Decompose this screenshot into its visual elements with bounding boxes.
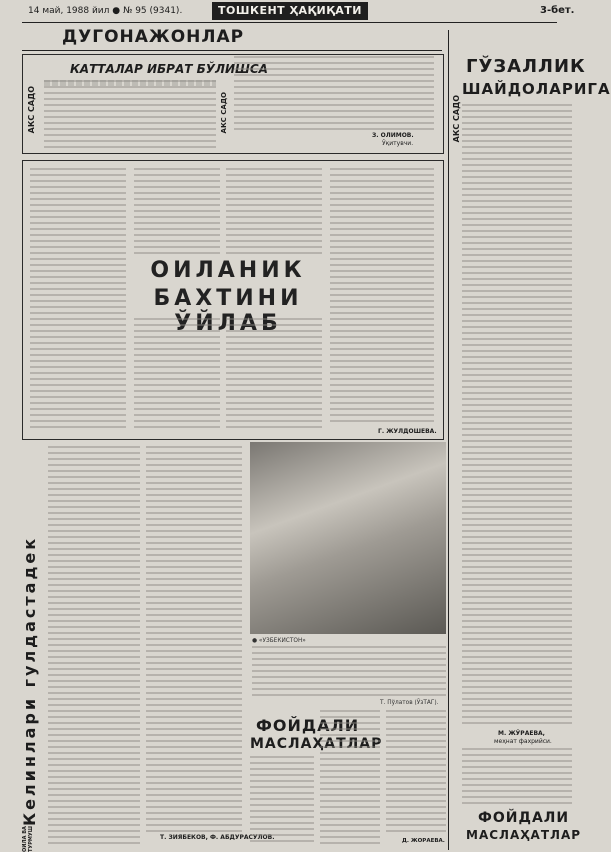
right-column-divider bbox=[448, 30, 449, 850]
right-side-label: АКС САДО bbox=[452, 95, 461, 143]
main-article-author: Г. ЖУЛДОШЕВА. bbox=[378, 428, 437, 435]
text-column-texture bbox=[226, 318, 322, 430]
footer-tips-title-line1: ФОЙДАЛИ bbox=[256, 716, 360, 735]
text-column-texture bbox=[386, 710, 446, 836]
right-footer-title-line1: ФОЙДАЛИ bbox=[478, 810, 570, 826]
text-column-texture bbox=[462, 104, 572, 724]
right-signature-role: меҳнат фахрийси. bbox=[494, 738, 552, 745]
top-article-signature-role: Ўқитувчи. bbox=[382, 140, 414, 147]
text-column-texture bbox=[134, 168, 220, 256]
bottom-left-signature: Т. ЗИЯБЕКОВ, Ф. АБДУРАСУЛОВ. bbox=[160, 834, 275, 841]
text-column-texture bbox=[44, 80, 216, 148]
right-title-line1: ГЎЗАЛЛИК bbox=[466, 56, 586, 77]
section-heading: ДУГОНАЖОНЛАР bbox=[62, 27, 245, 47]
main-article-title-line1: ОИЛАНИК bbox=[150, 258, 306, 283]
text-column-texture bbox=[252, 646, 446, 700]
top-article-title: КАТТАЛАР ИБРАТ БЎЛИШСА bbox=[70, 62, 268, 76]
issue-date: 14 май, 1988 йил ● № 95 (9341). bbox=[28, 6, 183, 16]
right-signature-name: М. ЖЎРАЕВА, bbox=[498, 730, 545, 737]
text-column-texture bbox=[226, 168, 322, 256]
section-rule bbox=[22, 50, 442, 51]
text-column-texture bbox=[48, 446, 140, 846]
text-column-texture bbox=[330, 168, 434, 426]
side-label-mid: АКС САДО bbox=[220, 92, 228, 134]
footer-tips-signature: Д. ЖОРАЕВА. bbox=[402, 838, 445, 844]
text-column-texture bbox=[146, 446, 242, 834]
page-number: 3-бет. bbox=[540, 5, 575, 16]
text-column-texture bbox=[234, 56, 434, 130]
text-column-texture bbox=[320, 710, 380, 846]
bottom-vertical-heading: Келинлари гулдастадек bbox=[20, 535, 39, 826]
text-column-texture bbox=[134, 318, 220, 430]
right-title-line2: ШАЙДОЛАРИГА bbox=[462, 80, 611, 98]
masthead: ТОШКЕНТ ҲАҚИҚАТИ bbox=[212, 2, 368, 20]
bottom-small-side-label: ОИЛА ВА ТУРМУШ bbox=[22, 826, 34, 852]
right-footer-title-line2: МАСЛАҲАТЛАР bbox=[466, 828, 582, 842]
top-article-signature-name: З. ОЛИМОВ. bbox=[372, 132, 414, 139]
photo-credit: Т. Пўлатов (ЎзТАГ). bbox=[380, 700, 439, 706]
main-article-title-line2: БАХТИНИ ЎЙЛАБ bbox=[153, 286, 303, 336]
side-label-left: АКС САДО bbox=[27, 86, 36, 134]
text-column-texture bbox=[30, 168, 126, 432]
footer-tips-title-line2: МАСЛАҲАТЛАР bbox=[250, 736, 383, 752]
header-rule bbox=[22, 22, 557, 23]
article-photo bbox=[250, 442, 446, 634]
text-column-texture bbox=[250, 756, 314, 846]
text-column-texture bbox=[462, 748, 572, 808]
photo-caption-lead: ● «УЗБЕКИСТОН» bbox=[252, 638, 306, 644]
